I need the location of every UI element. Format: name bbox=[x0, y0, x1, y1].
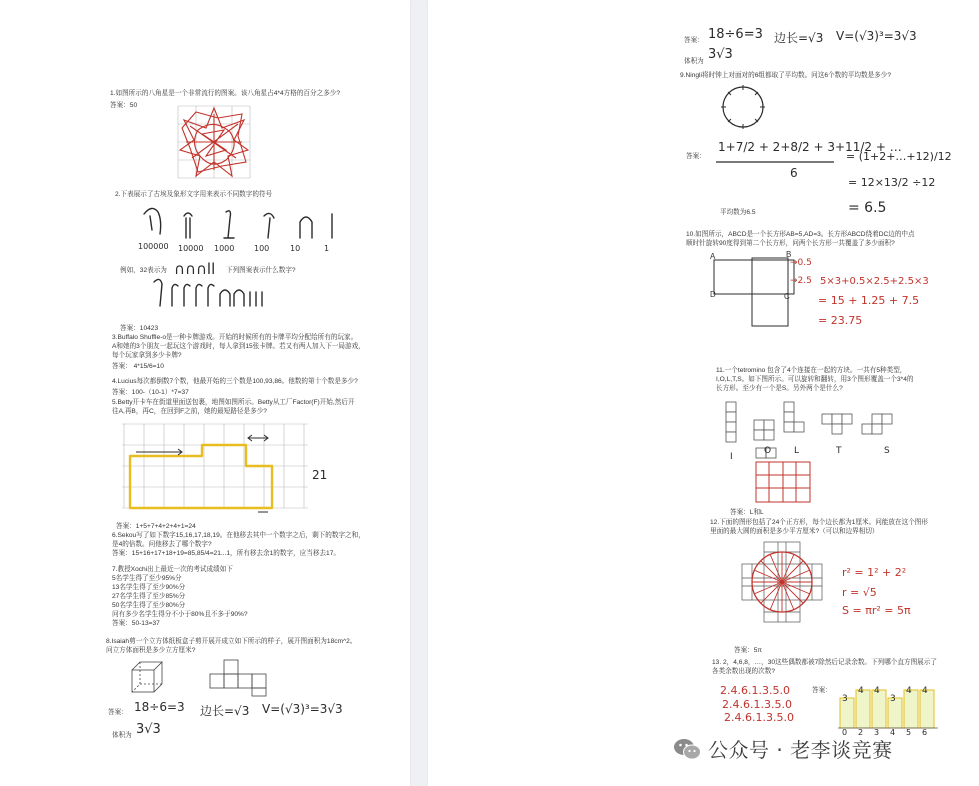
question-5-answer: 答案：1+5+7+4+2+4+1=24 bbox=[116, 523, 196, 530]
hw-circle-area: S = πr² = 5π bbox=[842, 604, 911, 617]
question-8-line-2: 问立方体面积是多少立方厘米? bbox=[106, 647, 196, 654]
hist-top-6: 4 bbox=[922, 686, 928, 696]
question-11-answer: 答案：L和L bbox=[730, 509, 764, 516]
hw-volume-formula: V=(√3)³=3√3 bbox=[262, 702, 343, 716]
question-10-line-2: 顺时针旋转90度得到第二个长方形，问两个长方形一共覆盖了多少面积? bbox=[686, 240, 895, 247]
tetromino-label-l: L bbox=[794, 446, 800, 456]
tetromino-shapes bbox=[724, 400, 904, 504]
question-4-text: 4.Lucius每次都倒数7个数，他最开始的三个数是100,93,86。他数的第十个数是多少? bbox=[112, 378, 358, 385]
vertex-label-b: B bbox=[786, 250, 792, 259]
question-12-answer: 答案：5π bbox=[734, 647, 762, 654]
question-9-result: 平均数为6.5 bbox=[720, 209, 756, 216]
vertex-label-a: A bbox=[710, 252, 716, 261]
number-10: 10 bbox=[290, 244, 301, 253]
hw-side-2-5: →2.5 bbox=[790, 276, 812, 286]
hist-bottom-3: 3 bbox=[874, 728, 880, 737]
hieroglyph-puzzle bbox=[150, 276, 268, 310]
volume-value: 3√3 bbox=[136, 722, 161, 737]
cube-and-net-figure bbox=[130, 660, 290, 696]
question-9-text: 9.Ningli将时钟上对面对的6组都取了平均数。问这6个数的平均数是多少? bbox=[680, 72, 892, 79]
question-7-line-7: 答案：50-13=37 bbox=[112, 620, 160, 627]
question-2-prompt: 下列图案表示什么数字? bbox=[226, 267, 296, 274]
hw-divisor: 6 bbox=[790, 166, 798, 180]
question-8-line-1: 8.Isaiah剪一个立方体纸板盒子剪开展开成立如下所示的样子，展开图面积为18cm^2。 bbox=[106, 638, 357, 645]
question-7-line-2: 5名学生得了至少95%分 bbox=[112, 575, 182, 582]
question-12-line-2: 里面的最大圆的面积是多少平方厘米?（可以和边界相切） bbox=[710, 528, 879, 535]
worksheet-page-left bbox=[0, 0, 410, 786]
clock-face-figure bbox=[718, 82, 768, 132]
question-3-line-3: 每个玩家拿到多少卡牌? bbox=[112, 352, 182, 359]
number-100: 100 bbox=[254, 244, 270, 253]
question-4-answer: 答案：100-（10-1）*7=37 bbox=[112, 389, 189, 396]
question-7-line-1: 7.教授Xochi出上最近一次的考试成绩如下 bbox=[112, 566, 233, 573]
question-8-answer-label: 答案： bbox=[108, 709, 128, 716]
question-8-cont-answer-label: 答案： bbox=[684, 37, 704, 44]
question-11-line-1: 11.一个tetromino 包含了4个连接在一起的方块。一共有5种类型， bbox=[716, 367, 907, 374]
hw-side-0-5: →0.5 bbox=[790, 258, 812, 268]
hw-radius-squared: r² = 1² + 2² bbox=[842, 566, 907, 579]
number-1000: 1000 bbox=[214, 244, 235, 253]
hw-step-1: = (1+2+…+12)/12 bbox=[846, 150, 952, 163]
question-3-answer: 答案： 4*15/6=10 bbox=[112, 363, 164, 370]
hw-remainder-row-1: 2.4.6.1.3.5.0 bbox=[720, 684, 790, 697]
number-1: 1 bbox=[324, 244, 330, 253]
worksheet-page-right bbox=[428, 0, 979, 786]
question-1-text: 1.如图所示的八角星是一个非常流行的图案。该八角星占4*4方格的百分之多少? bbox=[110, 90, 341, 97]
question-6-line-2: 是4的倍数。问他移去了哪个数字? bbox=[112, 541, 212, 548]
question-13-answer-label: 答案： bbox=[812, 687, 832, 694]
tetromino-label-i: I bbox=[730, 452, 733, 462]
vertex-label-c: C bbox=[784, 292, 790, 301]
question-7-line-3: 13名学生得了至少90%分 bbox=[112, 584, 186, 591]
number-10000: 10000 bbox=[178, 244, 204, 253]
question-13-line-1: 13. 2，4,6,8，…，30这些偶数都被7除然后记录余数。下列哪个直方图展示了 bbox=[712, 659, 937, 666]
question-2-text: 2.下表展示了古埃及象形文字用来表示不同数字的符号 bbox=[115, 191, 273, 198]
hist-top-1: 3 bbox=[842, 694, 848, 704]
number-100000: 100000 bbox=[138, 242, 169, 251]
delivery-map-grid bbox=[122, 420, 312, 512]
hist-bottom-4: 4 bbox=[890, 728, 896, 737]
hw-remainder-row-3: 2.4.6.1.3.5.0 bbox=[724, 711, 794, 724]
hw-area-step: = 15 + 1.25 + 7.5 bbox=[818, 294, 920, 307]
hist-bottom-6: 6 bbox=[922, 728, 928, 737]
question-11-line-3: 长方形。至少有一个是S。另外两个是什么? bbox=[716, 385, 843, 392]
volume-label: 体积为 bbox=[112, 732, 132, 739]
hist-bottom-1: 0 bbox=[842, 728, 848, 737]
question-6-line-3: 答案：15+16+17+18+19=85,85/4=21...1，所有移去余1的数字，应当移去17。 bbox=[112, 550, 340, 557]
hw-side-length: 边长=√3 bbox=[200, 704, 250, 718]
tetromino-label-s: S bbox=[884, 446, 890, 456]
question-7-line-4: 27名学生得了至少85%分 bbox=[112, 593, 186, 600]
watermark-text: 公众号 · 老李谈竞赛 bbox=[708, 738, 893, 762]
octagram-grid-figure bbox=[178, 106, 250, 178]
hw-sum-of-averages: 1+7/2 + 2+8/2 + 3+11/2 + … bbox=[718, 140, 902, 154]
question-6-line-1: 6.Sekou写了如下数字15,16,17,18,19。在他移去其中一个数字之后，剩下的数字之和， bbox=[112, 532, 365, 539]
question-8-cont-volume: 3√3 bbox=[708, 47, 733, 62]
hist-top-4: 3 bbox=[890, 694, 896, 704]
question-7-line-5: 50名学生得了至少80%分 bbox=[112, 602, 186, 609]
question-5-line-2: 往A,再B，再C，在回到F之前，她的最短路径是多少? bbox=[112, 408, 267, 415]
hw-remainder-row-2: 2.4.6.1.3.5.0 bbox=[722, 698, 792, 711]
handwritten-21-note: 21 bbox=[312, 468, 328, 482]
question-7-line-6: 问有多少名学生得分不小于80%且不多于90%? bbox=[112, 611, 248, 618]
hw-area-sum: 5×3+0.5×2.5+2.5×3 bbox=[820, 276, 929, 287]
hw-cont-side-length: 边长=√3 bbox=[774, 31, 824, 45]
question-9-answer-label: 答案： bbox=[686, 153, 706, 160]
question-2-example: 例如，32表示为 bbox=[120, 267, 167, 274]
hist-top-2: 4 bbox=[858, 686, 864, 696]
hw-area-total: = 23.75 bbox=[818, 314, 863, 327]
question-10-line-1: 10.如图所示，ABCD是一个长方形AB=5,AD=3。长方形ABCD绕着DC边的中点 bbox=[686, 231, 915, 238]
question-2-answer: 答案：10423 bbox=[120, 325, 159, 332]
circle-in-squares-figure bbox=[740, 540, 824, 624]
hw-cont-volume-formula: V=(√3)³=3√3 bbox=[836, 29, 917, 43]
hieroglyph-symbols bbox=[140, 204, 340, 244]
hw-radius: r = √5 bbox=[842, 586, 877, 599]
hw-step-3: = 6.5 bbox=[848, 200, 887, 216]
question-8-cont-volume-label: 体积为 bbox=[684, 58, 704, 65]
hw-cont-area-division: 18÷6=3 bbox=[708, 27, 763, 42]
question-12-line-1: 12.下面的图形包括了24个正方形，每个边长都为1厘米。问能放在这个图形 bbox=[710, 519, 928, 526]
question-13-line-2: 各类余数出现的次数? bbox=[712, 668, 776, 675]
question-5-line-1: 5.Betty开卡车在街道里面送包裹，地图如图所示。Betty从工厂Factor(F)开始,然后开 bbox=[112, 399, 355, 406]
wechat-icon bbox=[672, 736, 702, 762]
hw-step-2: = 12×13/2 ÷12 bbox=[848, 176, 936, 189]
question-11-line-2: I,O,L,T,S。如下图所示。可以旋转和翻转，用3个图形覆盖一个3*4的 bbox=[716, 376, 914, 383]
hist-top-3: 4 bbox=[874, 686, 880, 696]
hist-bottom-2: 2 bbox=[858, 728, 864, 737]
vertex-label-d: D bbox=[710, 290, 716, 299]
fraction-bar bbox=[716, 160, 836, 164]
question-3-line-2: A和她的3个朋友一起玩这个游戏时，每人拿到15张卡牌。若又有两人加入下一局游戏， bbox=[112, 343, 365, 350]
hw-area-division: 18÷6=3 bbox=[134, 700, 185, 714]
question-1-answer: 答案：50 bbox=[110, 102, 138, 109]
example-glyph: ∩∩∩ll bbox=[174, 260, 216, 278]
tetromino-label-o: O bbox=[764, 446, 772, 456]
tetromino-label-t: T bbox=[836, 446, 842, 456]
hist-bottom-5: 5 bbox=[906, 728, 912, 737]
question-3-line-1: 3.Buffalo Shuffle-o是一种卡牌游戏。开始的时候所有的卡牌平均分配给所有的玩家。 bbox=[112, 334, 358, 341]
hist-top-5: 4 bbox=[906, 686, 912, 696]
